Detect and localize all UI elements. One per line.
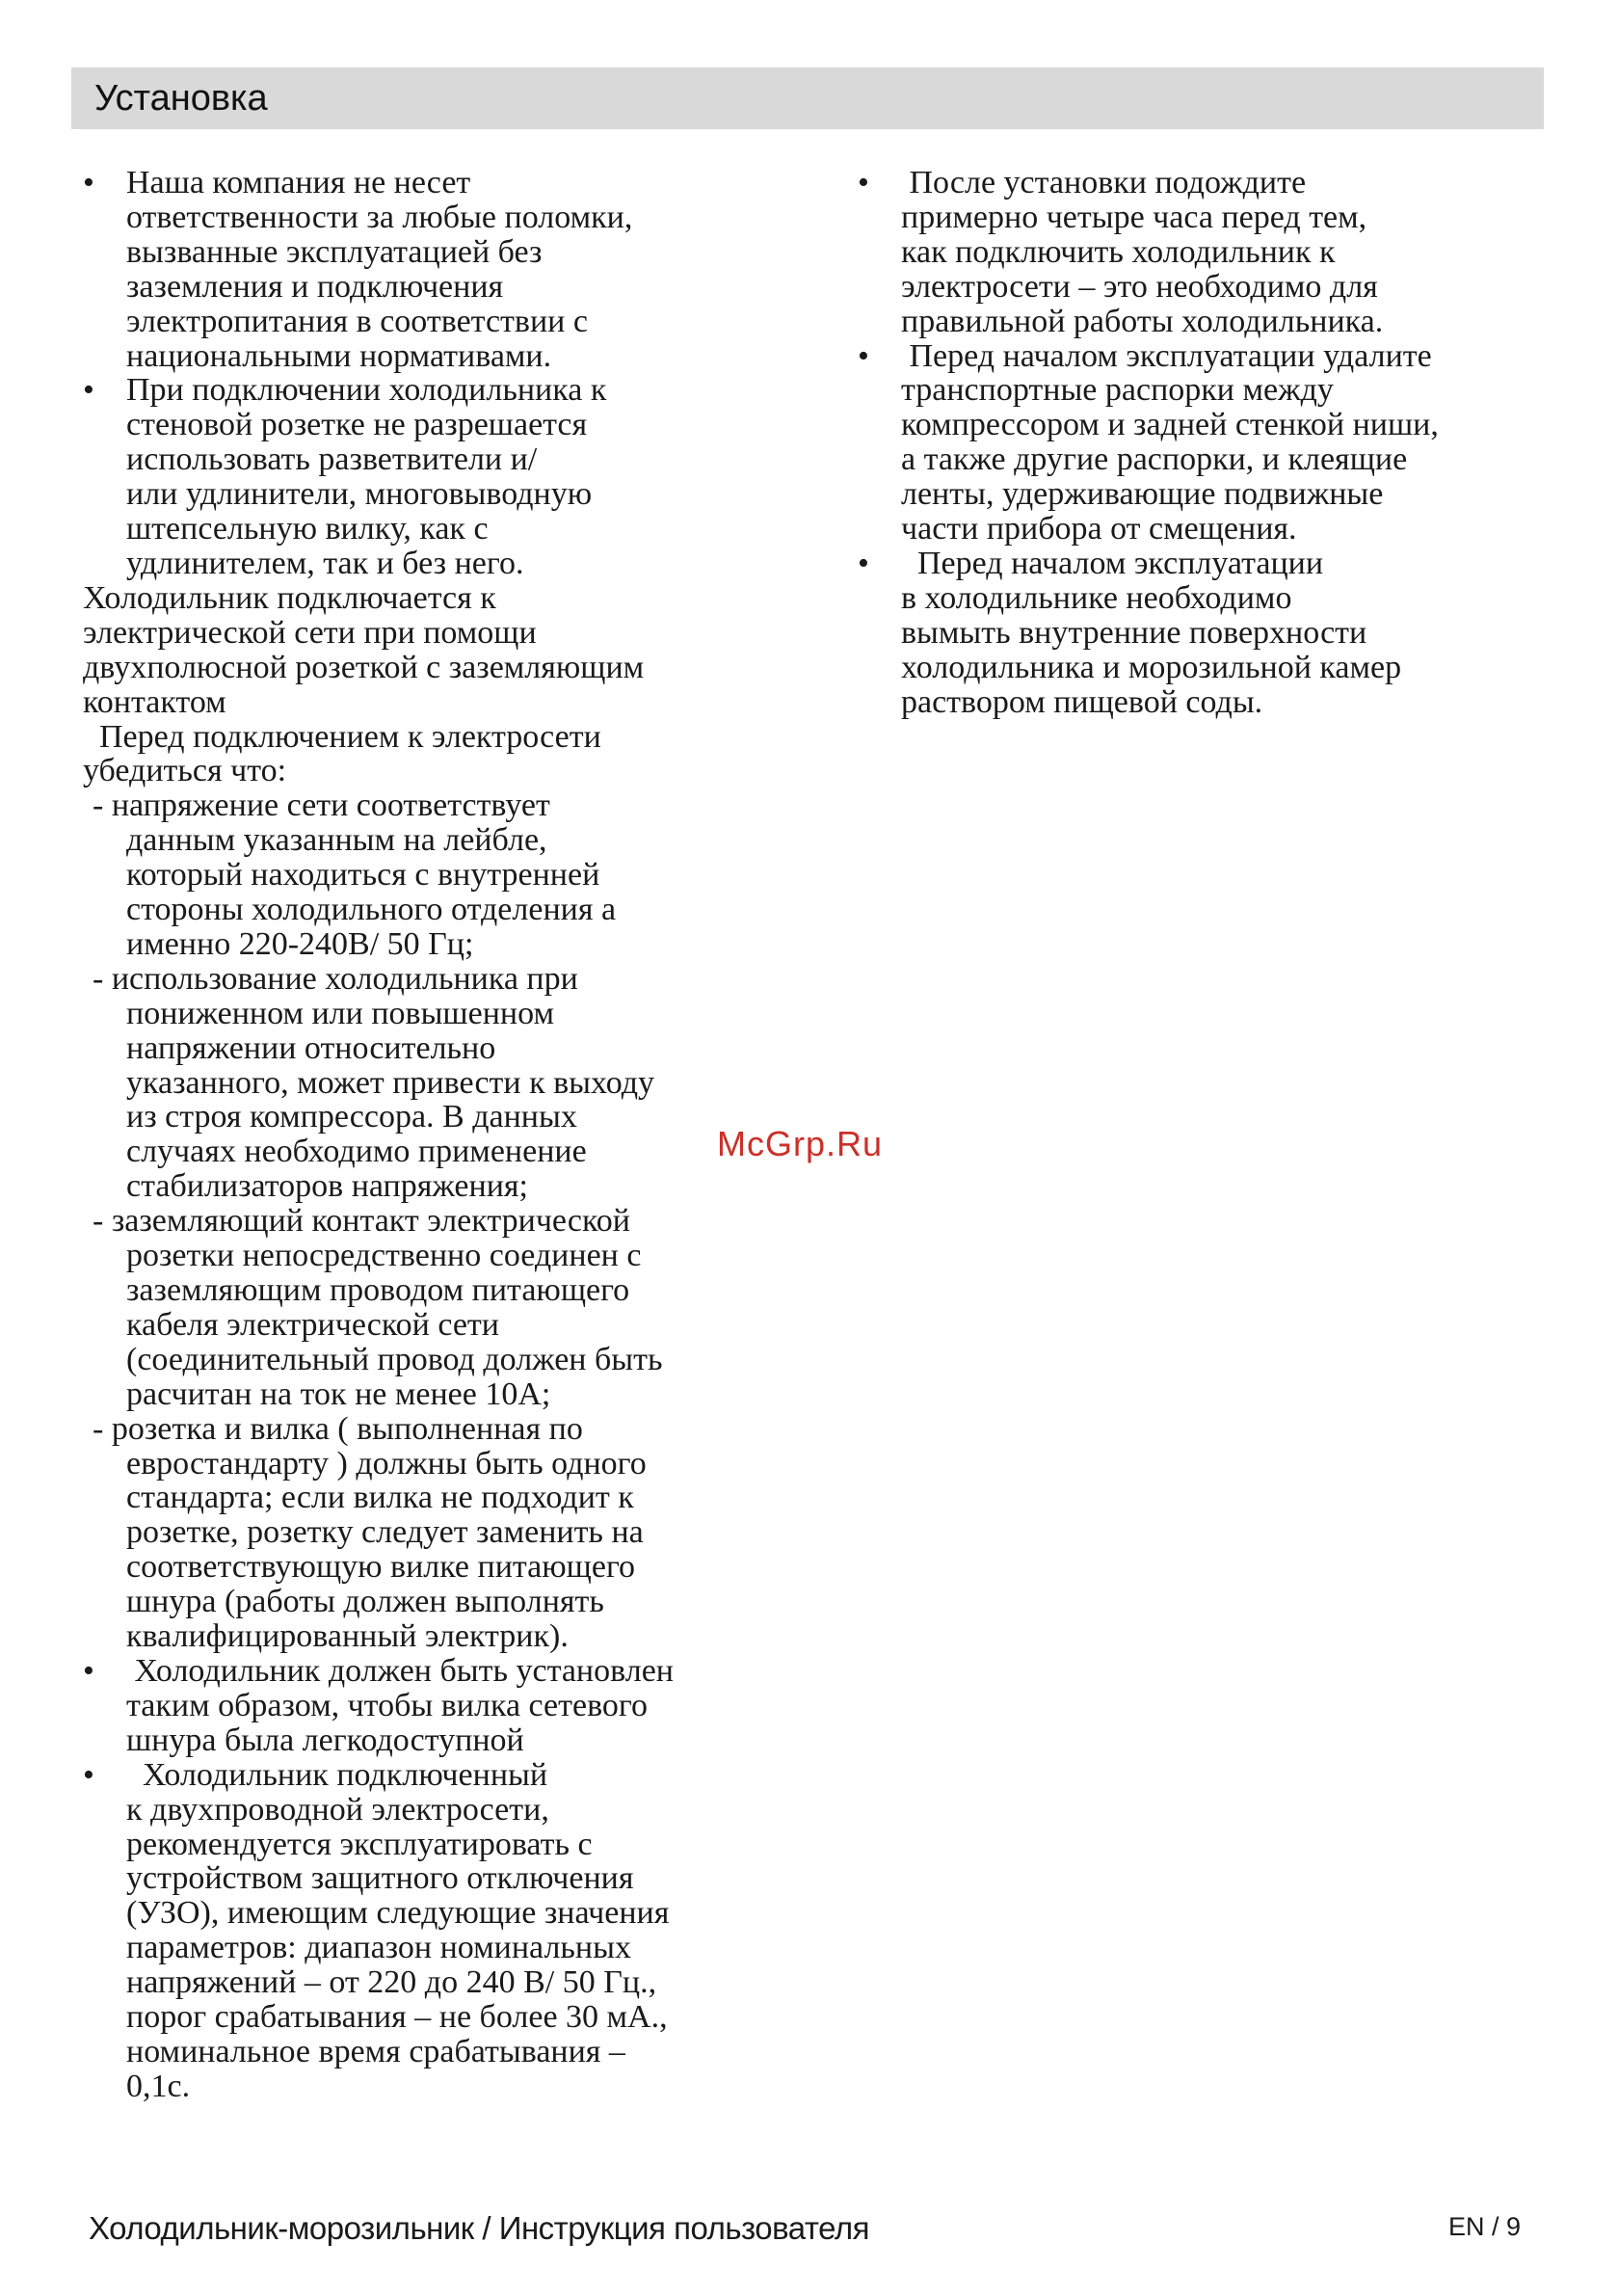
paragraph — [83, 581, 777, 720]
dash-item-lead: - напряжение сети соответствует — [93, 788, 550, 824]
dash-list-item — [83, 788, 777, 962]
list-item — [858, 166, 1552, 339]
list-item-text: Перед началом эксплуатации удалите транспортные распорки между компрессором и задней стенкой ниши, а также другие распорки, и клеящие ленты, удерживающие подвижные части прибора от смещения. — [901, 337, 1439, 547]
right-column — [858, 166, 1552, 720]
bullet-icon: • — [83, 165, 94, 200]
dash-item-lead: - заземляющий контакт электрической — [93, 1203, 630, 1240]
list-item — [83, 373, 777, 580]
page-number: EN / 9 — [1448, 2212, 1522, 2241]
paragraph — [83, 720, 777, 789]
bullet-icon: • — [858, 337, 869, 374]
list-item — [83, 1758, 777, 2104]
section-title: Установка — [94, 78, 268, 119]
paragraph-text: Перед подключением к электросети убедиться что: — [83, 718, 601, 789]
dash-list-item — [83, 962, 777, 1204]
bullet-icon: • — [83, 1652, 94, 1689]
dash-item-text: данным указанным на лейбле, который находиться с внутренней стороны холодильного отделения а именно 220-240В/ 50 Гц; — [126, 822, 617, 962]
paragraph-text: Холодильник подключается к электрической сети при помощи двухполюсной розеткой с заземляющим контактом — [83, 579, 645, 720]
footer-title: Холодильник-морозильник / Инструкция пользователя — [89, 2210, 870, 2246]
watermark: McGrp.Ru — [717, 1124, 884, 1163]
dash-item-lead: - использование холодильника при — [93, 960, 578, 997]
list-item — [858, 547, 1552, 720]
bullet-icon: • — [83, 1756, 94, 1793]
list-item-text: Холодильник должен быть установлен таким образом, чтобы вилка сетевого шнура была легкодоступной — [126, 1652, 674, 1758]
list-item-text: Холодильник подключенный к двухпроводной электросети, рекомендуется эксплуатировать с устройством защитного отключения (УЗО), имеющим следующие значения параметров: диапазон номинальных напряжений – от 220 до 240 В/ 50 Гц., порог срабатывания – не более 30 мА., номинальное время срабатывания – 0,1с. — [126, 1756, 670, 2104]
list-item-text: Перед началом эксплуатации в холодильнике необходимо вымыть внутренние поверхности холодильника и морозильной камер раствором пищевой соды. — [901, 545, 1402, 720]
list-item — [83, 1654, 777, 1758]
dash-item-text: евростандарту ) должны быть одного стандарта; если вилка не подходит к розетке, розетку следует заменить на соответствующую вилке питающего шнура (работы должен выполнять квалифицированный электрик). — [126, 1445, 647, 1655]
dash-list-item — [83, 1412, 777, 1654]
list-item — [858, 339, 1552, 547]
bullet-icon: • — [858, 165, 869, 200]
list-item-text: При подключении холодильника к стеновой розетке не разрешается использовать разветвители и/ или удлинители, многовыводную штепсельную вилку, как с удлинителем, так и без него. — [126, 372, 607, 581]
dash-item-text: пониженном или повышенном напряжении относительно указанного, может привести к выходу из строя компрессора. В данных случаях необходимо применение стабилизаторов напряжения; — [126, 995, 655, 1205]
list-item-text: Наша компания не несет ответственности за любые поломки, вызванные эксплуатацией без заземления и подключения электропитания в соответствии с национальными нормативами. — [126, 165, 633, 374]
dash-item-text: розетки непосредственно соединен с заземляющим проводом питающего кабеля электрической сети (соединительный провод должен быть расчитан на ток не менее 10А; — [126, 1238, 663, 1412]
dash-list-item — [83, 1204, 777, 1411]
bullet-icon: • — [83, 372, 94, 409]
bullet-icon: • — [858, 545, 869, 581]
section-header — [71, 67, 1544, 129]
list-item-text: После установки подождите примерно четыре часа перед тем, как подключить холодильник к электросети – это необходимо для правильной работы холодильника. — [901, 165, 1384, 339]
list-item — [83, 166, 777, 373]
dash-item-lead: - розетка и вилка ( выполненная по — [93, 1410, 583, 1447]
left-column — [83, 166, 777, 2104]
